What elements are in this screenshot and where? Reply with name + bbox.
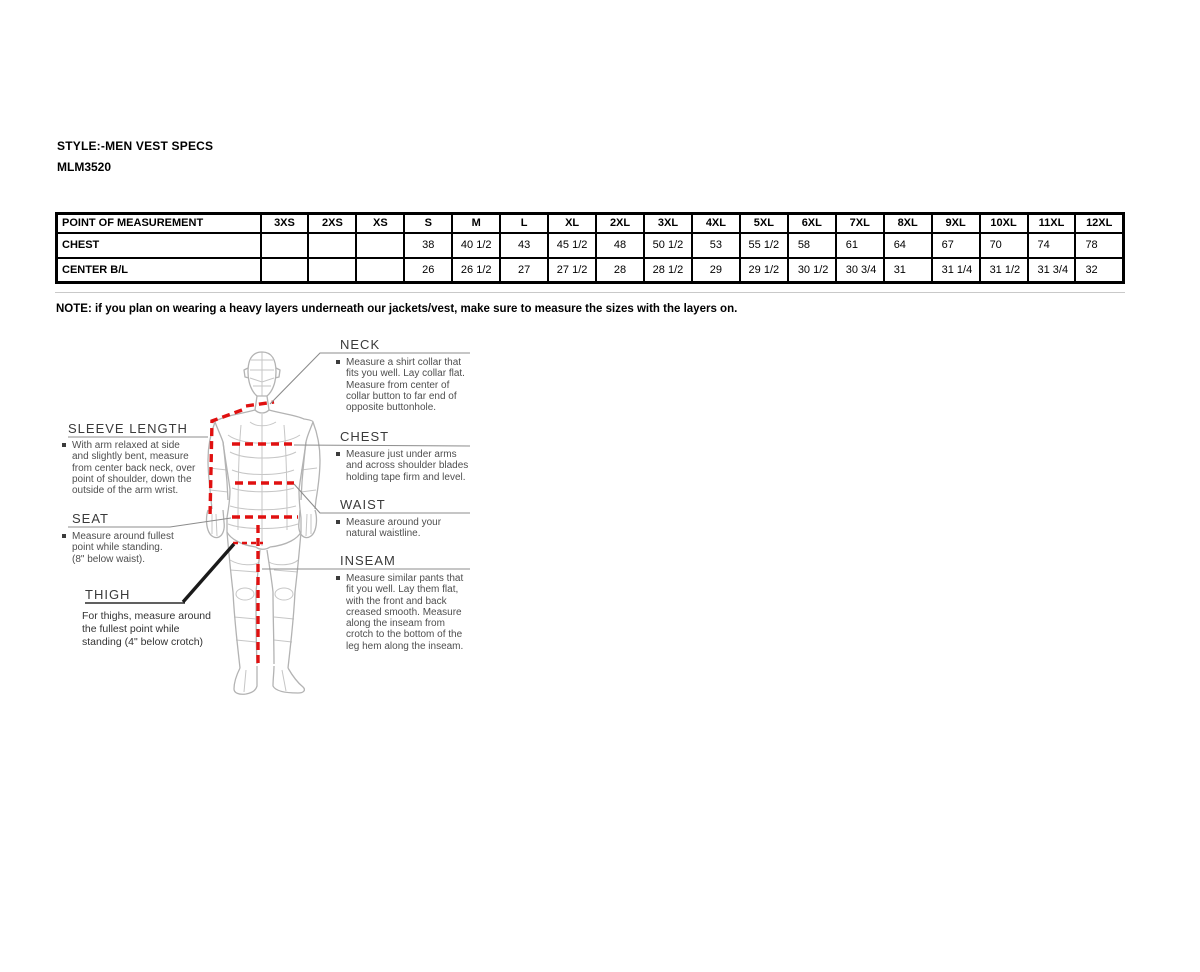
instruction-line: creased smooth. Measure <box>346 606 462 618</box>
neck-measure-line <box>246 402 274 406</box>
chest-leader-line <box>294 445 470 446</box>
size-value-cell: 26 1/2 <box>452 258 500 283</box>
size-value-cell: 30 1/2 <box>788 258 836 283</box>
instruction-line: fit you well. Lay them flat, <box>346 584 459 596</box>
table-row <box>57 258 1124 283</box>
size-column-header: 5XL <box>740 214 788 233</box>
chest-instructions <box>346 449 468 483</box>
size-value-cell: 28 <box>596 258 644 283</box>
instruction-line: along the inseam from <box>346 618 445 630</box>
size-value-cell: 27 1/2 <box>548 258 596 283</box>
size-value-cell: 43 <box>500 233 548 258</box>
sleeve-length-instructions <box>72 440 195 496</box>
size-value-cell: 74 <box>1028 233 1076 258</box>
sleeve-length-title: SLEEVE LENGTH <box>68 421 188 436</box>
model-number: MLM3520 <box>57 160 112 174</box>
thigh-title: THIGH <box>85 587 131 602</box>
size-column-header: 11XL <box>1028 214 1076 233</box>
size-chart <box>55 212 1125 284</box>
size-column-header: XS <box>356 214 404 233</box>
measurement-diagram <box>60 330 490 700</box>
size-value-cell: 31 3/4 <box>1028 258 1076 283</box>
size-value-cell: 29 1/2 <box>740 258 788 283</box>
size-column-header: 6XL <box>788 214 836 233</box>
size-value-cell: 26 <box>404 258 452 283</box>
instruction-line: fits you well. Lay collar flat. <box>346 368 465 380</box>
bullet-icon <box>62 443 66 447</box>
instruction-line: Measure a shirt collar that <box>346 357 462 368</box>
waist-title: WAIST <box>340 497 386 512</box>
size-column-header: XL <box>548 214 596 233</box>
size-value-cell: 78 <box>1075 233 1123 258</box>
size-column-header: S <box>404 214 452 233</box>
size-column-header: 3XS <box>261 214 309 233</box>
size-value-cell: 53 <box>692 233 740 258</box>
size-column-header: L <box>500 214 548 233</box>
instruction-line: Measure from center of <box>346 379 450 391</box>
neck-title: NECK <box>340 337 381 352</box>
size-value-cell: 31 <box>884 258 932 283</box>
seat-section <box>72 511 174 565</box>
sleeve-length-section <box>68 421 196 497</box>
size-column-header: 4XL <box>692 214 740 233</box>
instruction-line: collar button to far end of <box>346 390 457 402</box>
size-value-cell <box>308 233 356 258</box>
instruction-line: point while standing. <box>72 542 163 554</box>
size-column-header: M <box>452 214 500 233</box>
chest-section <box>340 429 469 483</box>
instruction-line: leg hem along the inseam. <box>346 640 464 652</box>
instruction-line: Measure similar pants that <box>346 573 464 584</box>
size-value-cell: 61 <box>836 233 884 258</box>
instruction-line: point of shoulder, down the <box>72 473 192 485</box>
size-value-cell: 50 1/2 <box>644 233 692 258</box>
size-value-cell: 31 1/4 <box>932 258 980 283</box>
instruction-line: (8" below waist). <box>72 553 146 565</box>
size-value-cell <box>308 258 356 283</box>
size-value-cell: 58 <box>788 233 836 258</box>
size-column-header: 8XL <box>884 214 932 233</box>
waist-section <box>340 497 442 540</box>
instruction-line: crotch to the bottom of the <box>346 629 463 641</box>
header-row <box>57 214 1124 233</box>
size-value-cell: 55 1/2 <box>740 233 788 258</box>
inseam-instructions <box>346 573 463 652</box>
size-column-header: 7XL <box>836 214 884 233</box>
seat-title: SEAT <box>72 511 109 526</box>
size-column-header: 12XL <box>1075 214 1123 233</box>
bullet-icon <box>336 360 340 364</box>
instruction-line: and slightly bent, measure <box>72 451 189 463</box>
instruction-line: holding tape firm and level. <box>346 471 466 483</box>
table-shadow-line <box>55 292 1125 293</box>
size-value-cell: 67 <box>932 233 980 258</box>
size-value-cell: 70 <box>980 233 1028 258</box>
size-column-header: 3XL <box>644 214 692 233</box>
size-value-cell <box>261 258 309 283</box>
style-title: STYLE:-MEN VEST SPECS <box>57 139 214 153</box>
instruction-line: Measure just under arms <box>346 449 457 460</box>
size-value-cell <box>356 233 404 258</box>
seat-instructions <box>72 531 174 565</box>
size-column-header: 10XL <box>980 214 1028 233</box>
size-value-cell: 48 <box>596 233 644 258</box>
inseam-title: INSEAM <box>340 553 396 568</box>
thigh-instructions <box>82 610 211 649</box>
bullet-icon <box>336 576 340 580</box>
note-text: NOTE: if you plan on wearing a heavy layers underneath our jackets/vest, make sure to measure the sizes with the layers on. <box>56 303 738 315</box>
instruction-line: Measure around fullest <box>72 531 174 542</box>
size-chart-table <box>55 212 1125 284</box>
instruction-line: natural waistline. <box>346 528 421 540</box>
size-column-header: 9XL <box>932 214 980 233</box>
instruction-line: opposite buttonhole. <box>346 402 437 414</box>
instruction-line: For thighs, measure around <box>82 610 211 622</box>
row-label: CHEST <box>57 233 261 258</box>
neck-instructions <box>346 357 465 413</box>
size-value-cell: 40 1/2 <box>452 233 500 258</box>
waist-instructions <box>346 517 441 540</box>
chest-title: CHEST <box>340 429 390 444</box>
size-value-cell: 28 1/2 <box>644 258 692 283</box>
measurement-column-header: POINT OF MEASUREMENT <box>57 214 261 233</box>
instruction-line: with the front and back <box>346 595 447 607</box>
thigh-leader-line <box>183 544 234 602</box>
instruction-line: and across shoulder blades <box>346 460 469 472</box>
instruction-line: from center back neck, over <box>72 462 196 474</box>
size-value-cell: 45 1/2 <box>548 233 596 258</box>
instruction-line: standing (4" below crotch) <box>82 636 204 648</box>
size-column-header: 2XL <box>596 214 644 233</box>
size-value-cell: 31 1/2 <box>980 258 1028 283</box>
inseam-section <box>340 553 464 652</box>
size-column-header: 2XS <box>308 214 356 233</box>
bullet-icon <box>62 534 66 538</box>
size-value-cell <box>356 258 404 283</box>
bullet-icon <box>336 520 340 524</box>
size-value-cell <box>261 233 309 258</box>
table-row <box>57 233 1124 258</box>
size-value-cell: 32 <box>1075 258 1123 283</box>
neck-section <box>340 337 465 414</box>
size-value-cell: 30 3/4 <box>836 258 884 283</box>
thigh-section <box>82 587 211 648</box>
instruction-line: outside of the arm wrist. <box>72 485 179 497</box>
bullet-icon <box>336 452 340 456</box>
size-value-cell: 64 <box>884 233 932 258</box>
row-label: CENTER B/L <box>57 258 261 283</box>
size-value-cell: 38 <box>404 233 452 258</box>
instruction-line: the fullest point while <box>82 623 180 635</box>
instruction-line: With arm relaxed at side <box>72 440 180 451</box>
instruction-line: Measure around your <box>346 517 442 528</box>
size-value-cell: 27 <box>500 258 548 283</box>
size-value-cell: 29 <box>692 258 740 283</box>
